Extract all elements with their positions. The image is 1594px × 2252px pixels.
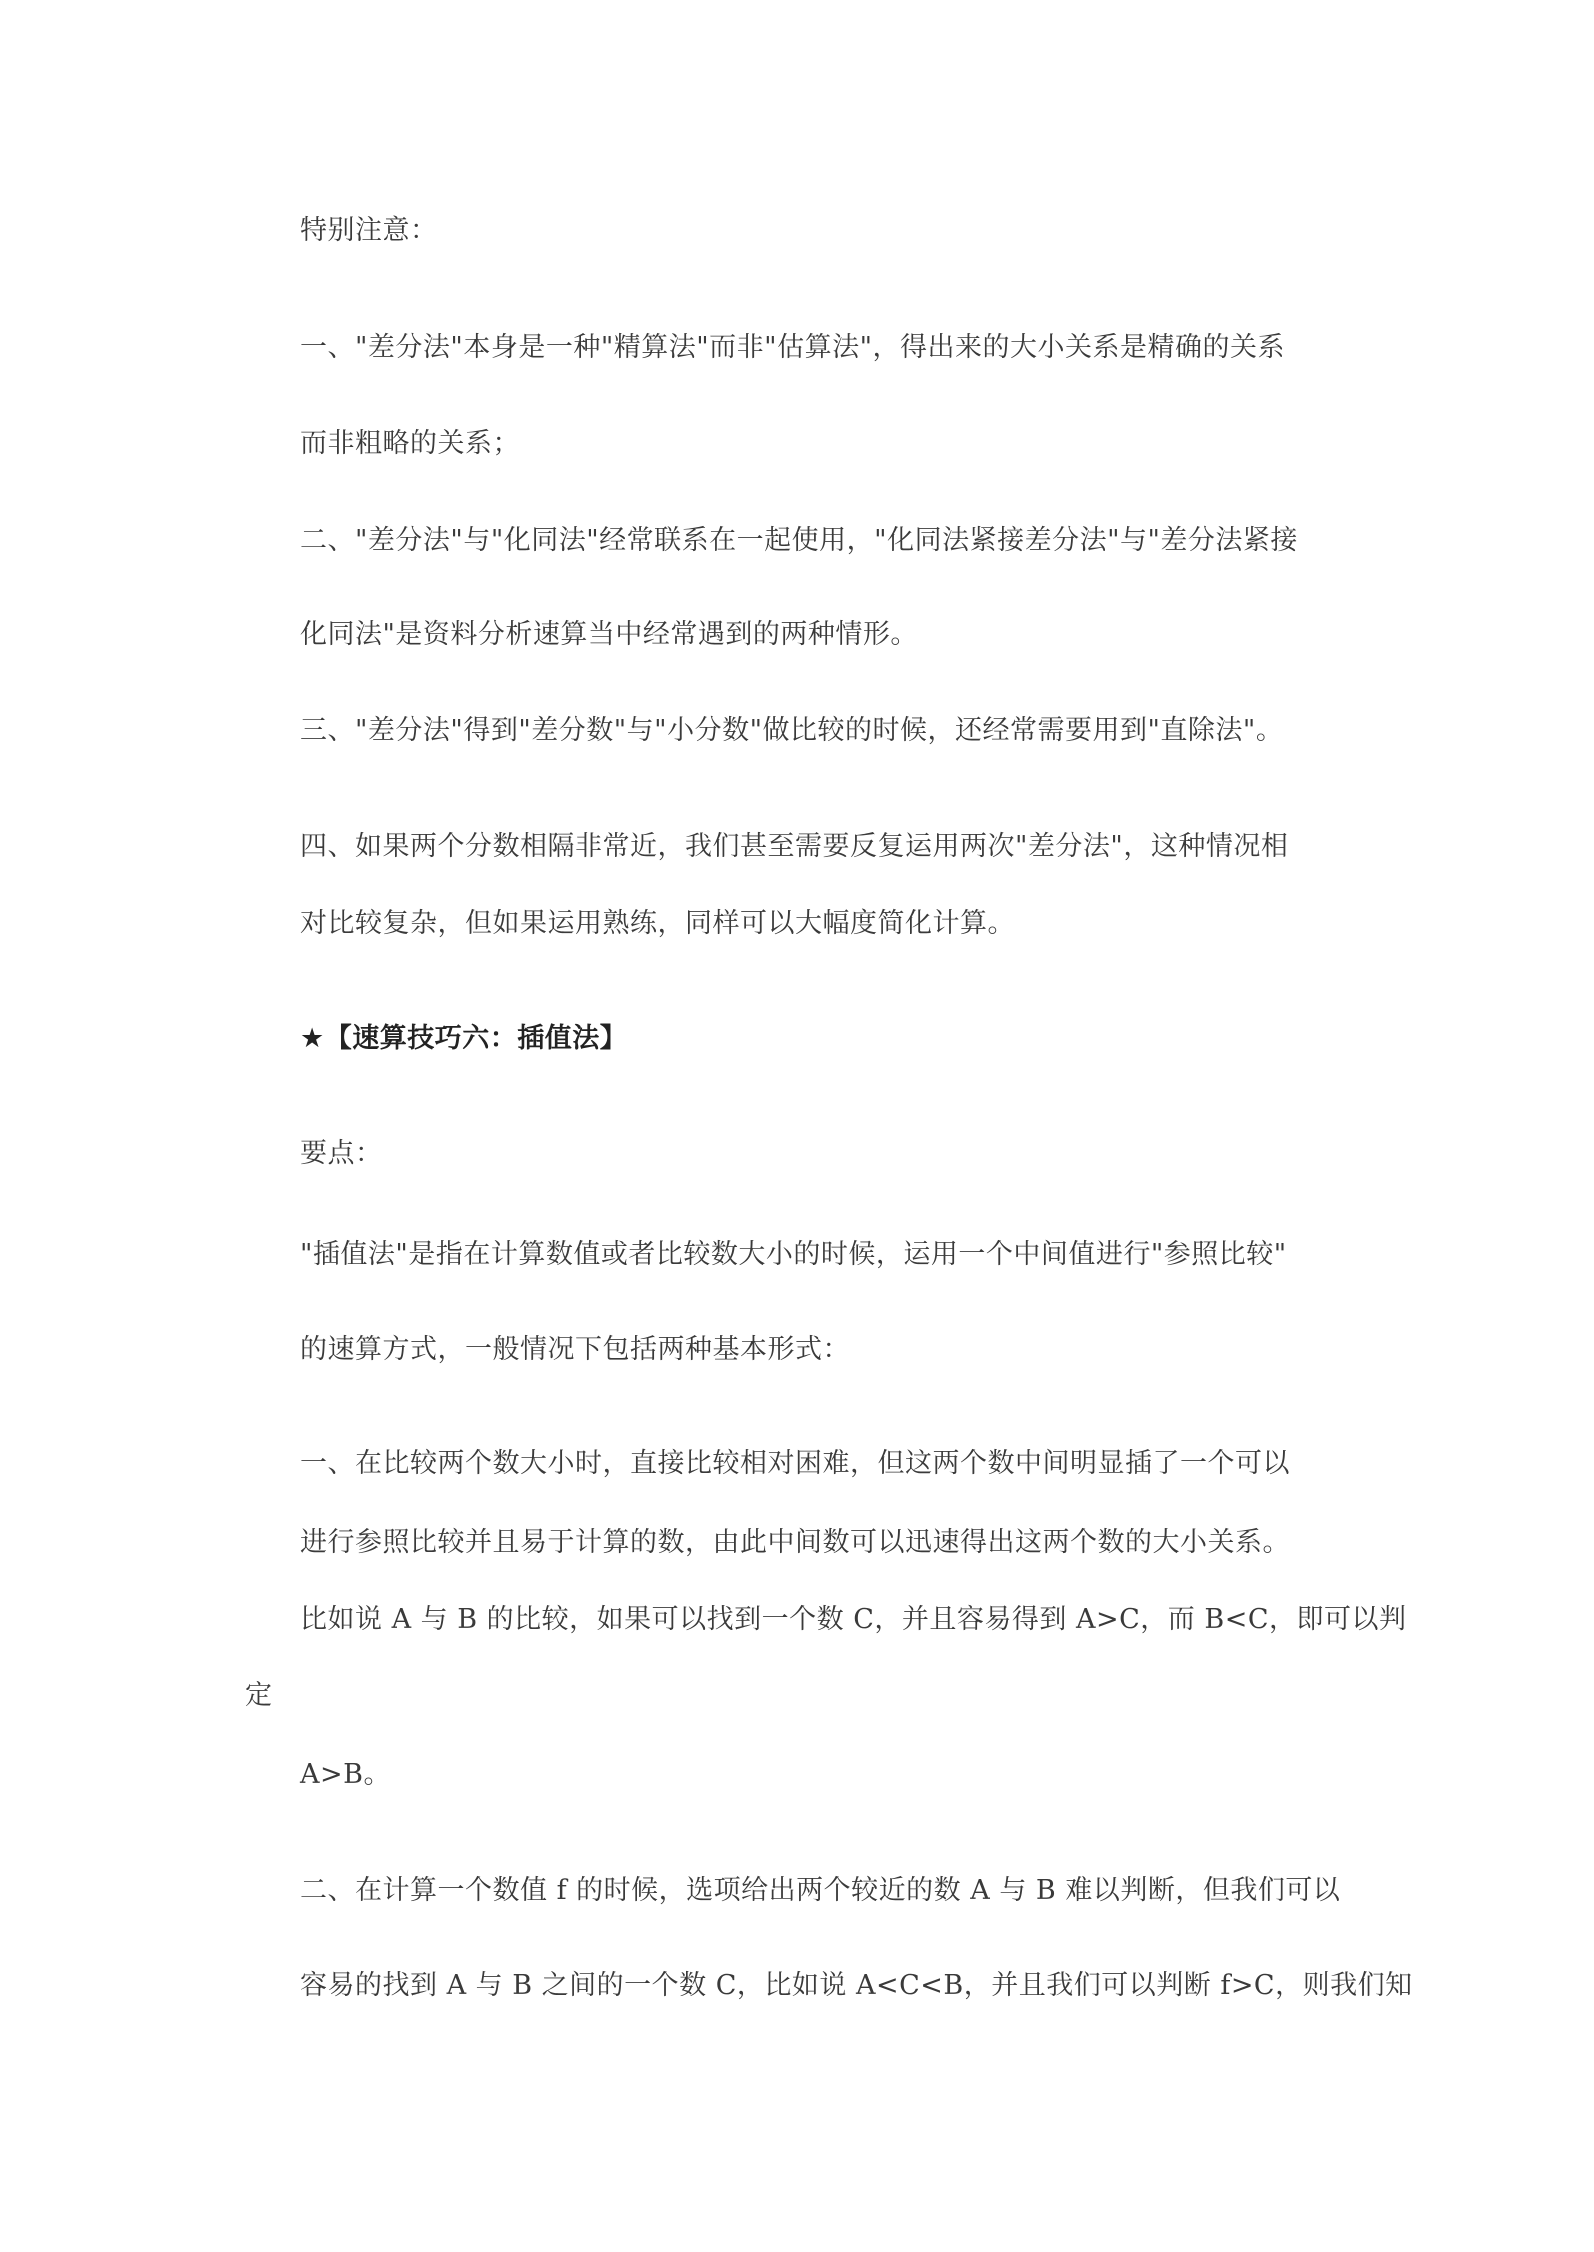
paragraph-line: 四、如果两个分数相隔非常近，我们甚至需要反复运用两次"差分法"，这种情况相 xyxy=(300,831,1289,862)
paragraph-line: 化同法"是资料分析速算当中经常遇到的两种情形。 xyxy=(300,619,918,650)
paragraph-line: A>B。 xyxy=(300,1759,391,1790)
paragraph-line: "插值法"是指在计算数值或者比较数大小的时候，运用一个中间值进行"参照比较" xyxy=(300,1239,1287,1270)
key-points-label: 要点： xyxy=(300,1138,383,1169)
paragraph-line: 而非粗略的关系； xyxy=(300,428,520,459)
paragraph-line: 比如说 A 与 B 的比较，如果可以找到一个数 C，并且容易得到 A>C，而 B<C，即可以判 xyxy=(300,1604,1407,1635)
paragraph-line: 进行参照比较并且易于计算的数，由此中间数可以迅速得出这两个数的大小关系。 xyxy=(300,1527,1290,1558)
section-heading: ★【速算技巧六：插值法】 xyxy=(300,1023,628,1054)
paragraph-line: 二、"差分法"与"化同法"经常联系在一起使用，"化同法紧接差分法"与"差分法紧接 xyxy=(300,525,1298,556)
paragraph-line: 对比较复杂，但如果运用熟练，同样可以大幅度简化计算。 xyxy=(300,908,1015,939)
paragraph-line: 一、在比较两个数大小时，直接比较相对困难，但这两个数中间明显插了一个可以 xyxy=(300,1448,1290,1479)
note-heading: 特别注意： xyxy=(300,215,438,246)
paragraph-line: 的速算方式，一般情况下包括两种基本形式： xyxy=(300,1334,850,1365)
paragraph-line: 二、在计算一个数值 f 的时候，选项给出两个较近的数 A 与 B 难以判断，但我们可以 xyxy=(300,1875,1341,1906)
paragraph-line: 一、"差分法"本身是一种"精算法"而非"估算法"，得出来的大小关系是精确的关系 xyxy=(300,332,1286,363)
paragraph-line: 三、"差分法"得到"差分数"与"小分数"做比较的时候，还经常需要用到"直除法"。 xyxy=(300,715,1284,746)
paragraph-line: 定 xyxy=(245,1680,273,1711)
paragraph-line: 容易的找到 A 与 B 之间的一个数 C，比如说 A<C<B，并且我们可以判断 f>C，则我们知 xyxy=(300,1970,1413,2001)
